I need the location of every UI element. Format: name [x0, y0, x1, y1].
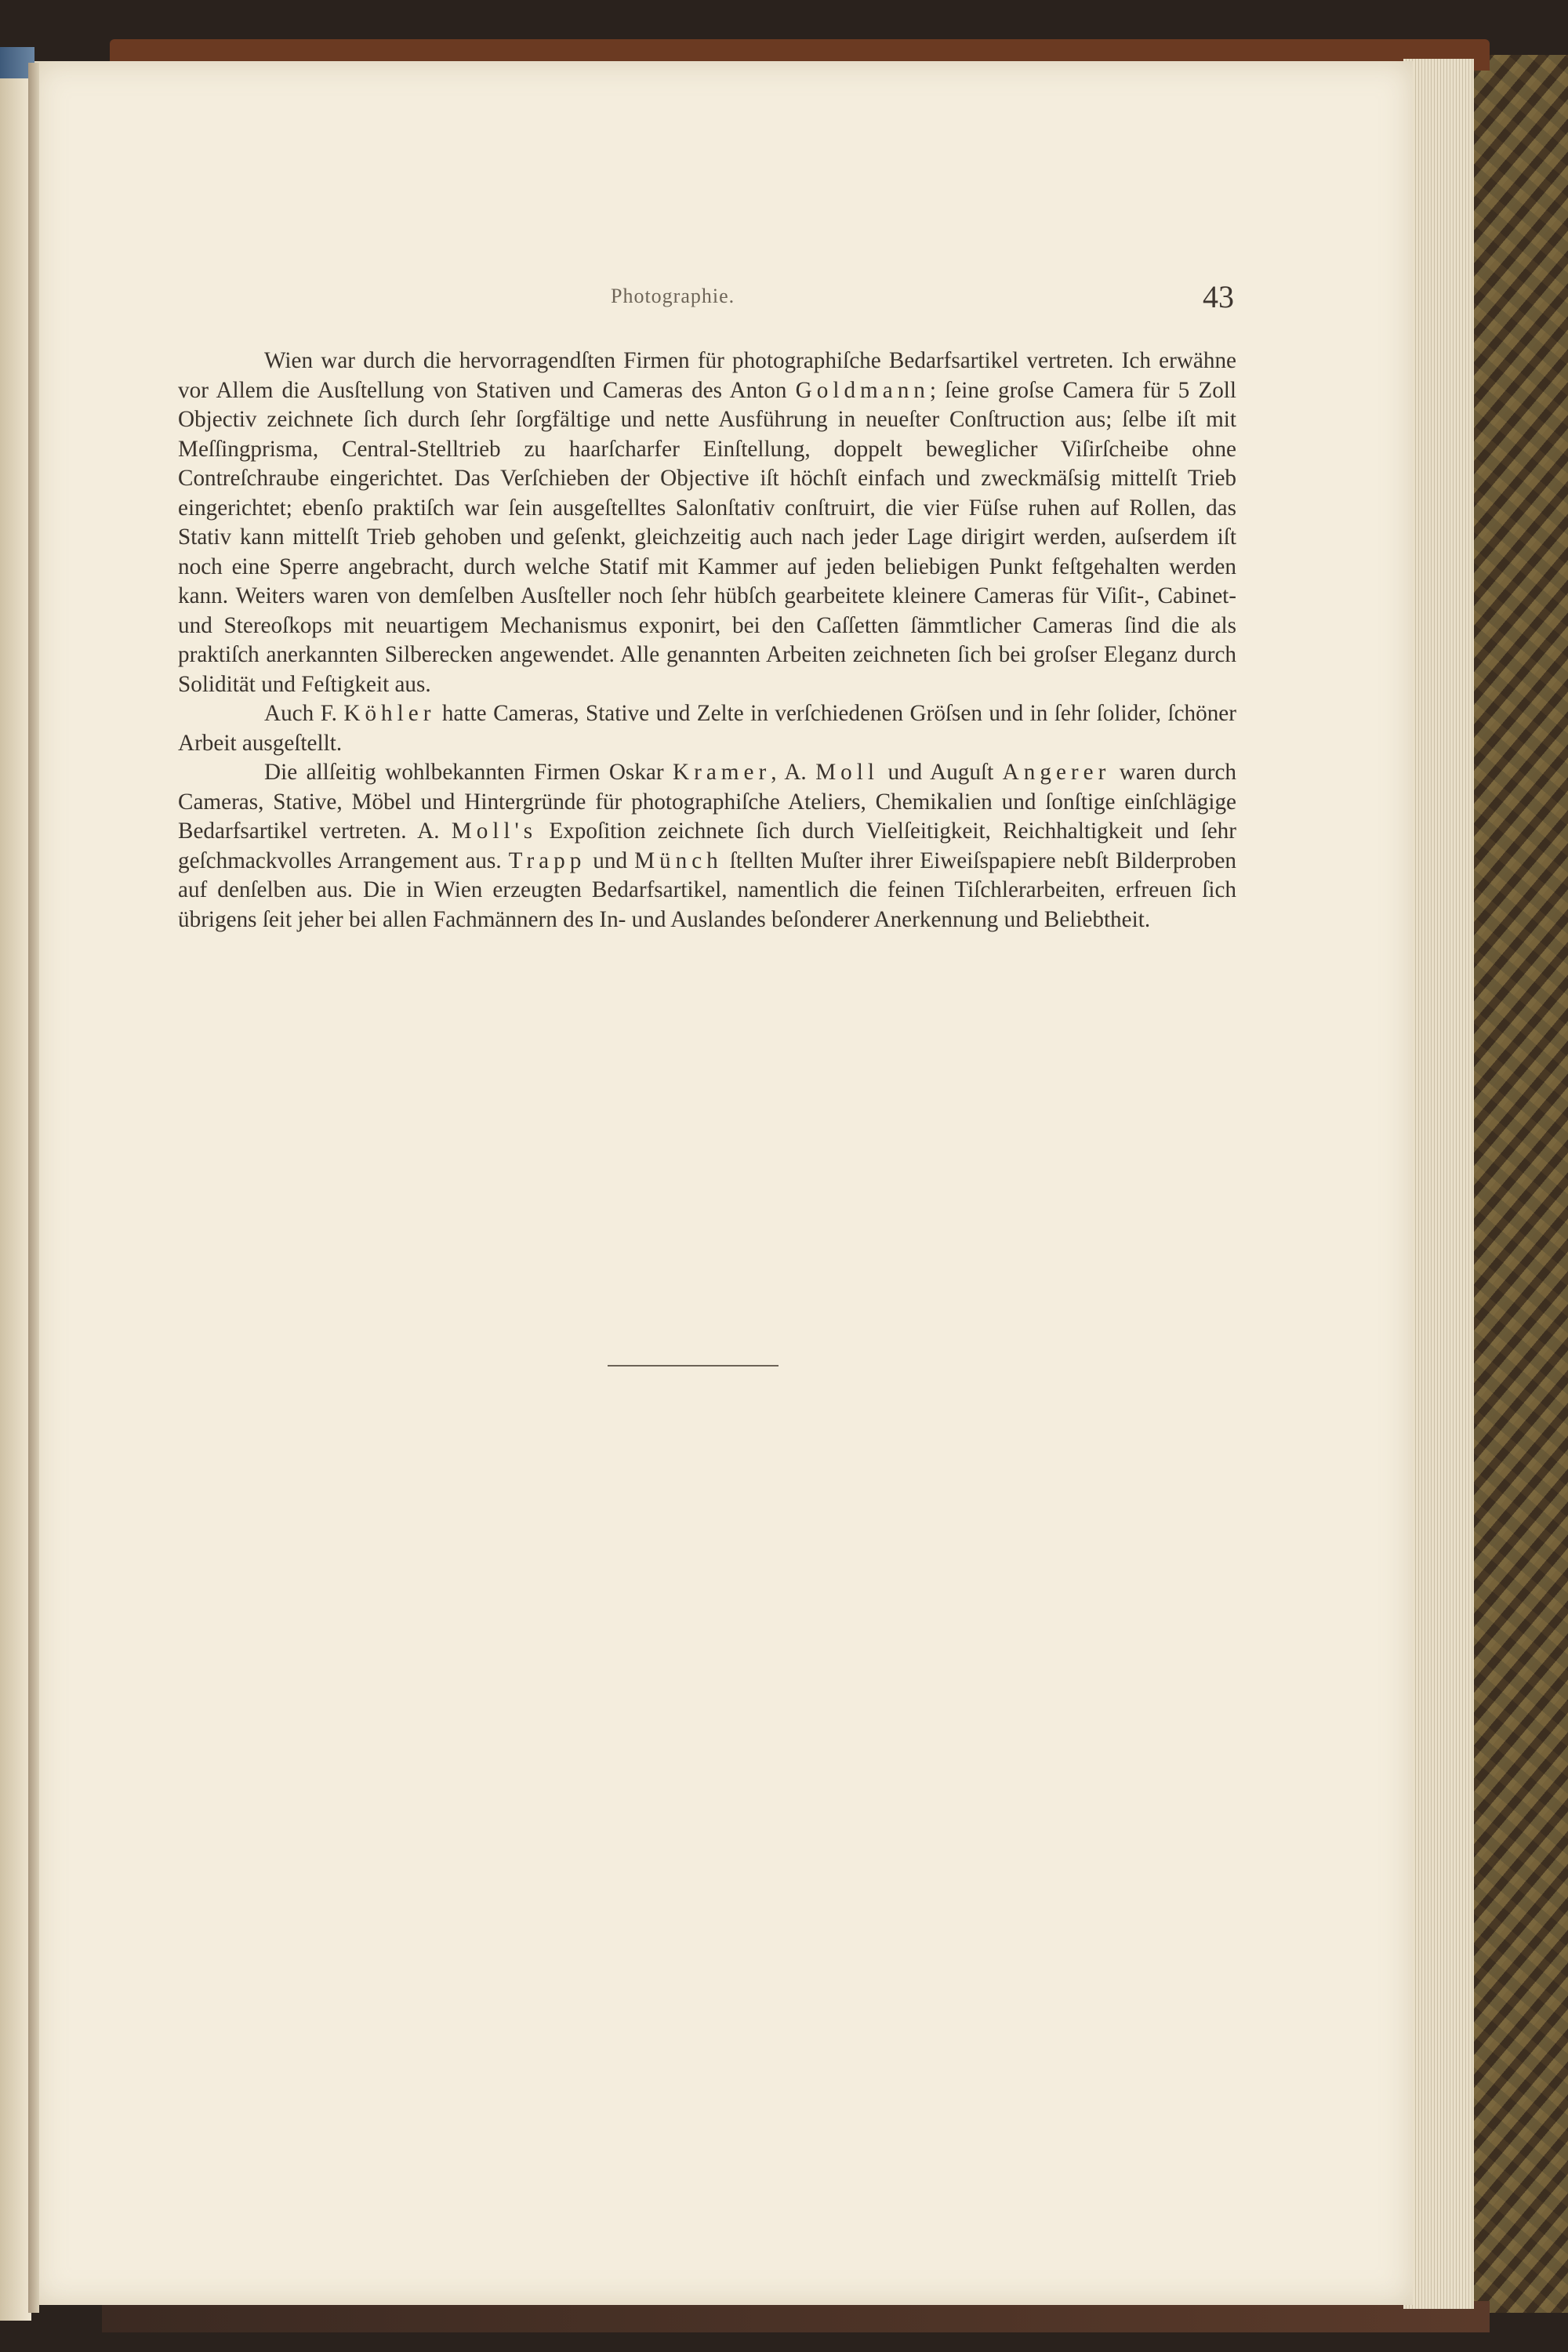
- name-molls: Moll's: [451, 818, 538, 844]
- page-gutter: [28, 63, 39, 2313]
- marbled-book-edge: [1474, 55, 1568, 2313]
- name-moll: Moll: [815, 760, 879, 785]
- name-goldmann: Goldmann: [795, 377, 930, 403]
- paragraph-2: [178, 699, 1236, 758]
- name-muench: Münch: [634, 848, 723, 873]
- paragraph-3: [178, 758, 1236, 935]
- text-run: Expoſition zeichnete ſich durch Vielſeitigkeit, Reichhaltigkeit und ſehr geſchmackvolles Arrangement aus.: [178, 818, 1237, 873]
- text-run: ; ſeine groſse Camera für 5 Zoll Objectiv zeichnete ſich durch ſehr ſorgfältige und nette Ausführung in neueſter Conſtruction aus; ſelbe iſt mit Meſſingprisma, Central-Stelltrieb zu haarſcharfer Einſtellung, doppelt beweglicher Viſirſcheibe ohne Contreſchraube eingerichtet. Das Verſchieben der Objective iſt höchſt einfach und zweckmäſsig mittelſt Trieb eingerichtet; ebenſo praktiſch war ſein ausgeſtelltes Salonſtativ conſtruirt, die vier Füſse ruhen auf Rollen, das Stativ kann mittelſt Trieb gehoben und geſenkt, gleichzeitig auch nach jeder Lage dirigirt werden, auſserdem iſt noch eine Sperre angebracht, durch welche Statif mit Kammer auf jeden beliebigen Punkt feſtgehalten werden kann. Weiters waren von demſelben Ausſteller noch ſehr hübſch gearbeitete kleinere Cameras für Viſit-, Cabinet- und Stereoſkops mit neuartigem Mechanismus exponirt, bei den Caſſetten ſämmtlicher Cameras ſind die als praktiſch anerkannten Silberecken angewendet. Alle genannten Arbeiten zeichneten ſich bei groſser Eleganz durch Solidität und Feſtigkeit aus.: [178, 377, 1237, 697]
- body-text: [178, 347, 1236, 935]
- page-header: [34, 278, 1446, 318]
- text-run: waren durch Cameras, Stative, Möbel und Hintergründe für photographiſche Ateliers, Chemikalien und ſonſtige einſchlägige Bedarfsartikel vertreten. A.: [178, 760, 1237, 844]
- name-angerer: Angerer: [1002, 760, 1111, 785]
- text-run: Auch F.: [264, 701, 344, 726]
- text-run: , A.: [771, 760, 816, 785]
- page-number: 43: [1203, 279, 1234, 314]
- text-run: ſtellten Muſter ihrer Eiweiſspapiere nebſt Bilderproben auf denſelben aus. Die in Wien erzeugten Bedarfsartikel, namentlich die feinen Tiſchlerarbeiten, erfreuen ſich übrigens ſeit jeher bei allen Fachmännern des In- und Auslandes beſonderer Anerkennung und Beliebtheit.: [178, 848, 1237, 932]
- text-run: Die allſeitig wohlbekannten Firmen Oskar: [264, 760, 673, 785]
- section-end-rule: [608, 1365, 779, 1367]
- name-koehler: Köhler: [343, 701, 436, 726]
- paragraph-1: [178, 347, 1236, 699]
- page-stack-edge: [1403, 59, 1474, 2309]
- name-kramer: Kramer: [673, 760, 771, 785]
- text-run: Wien war durch die hervorragendſten Firmen für photographiſche Bedarfsartikel vertreten. Ich erwähne vor Allem die Ausſtellung von Stativen und Cameras des Anton: [178, 348, 1236, 403]
- book-cover-bottom: [102, 2301, 1490, 2332]
- running-title: Photographie.: [611, 285, 735, 307]
- text-run: hatte Cameras, Stative und Zelte in verſchiedenen Gröſsen und in ſehr ſolider, ſchöner Arbeit ausgeſtellt.: [178, 701, 1236, 756]
- name-trapp: Trapp: [508, 848, 586, 873]
- text-run: und Auguſt: [878, 760, 1003, 785]
- facing-page-edge: [0, 63, 31, 2321]
- text-run: und: [586, 848, 635, 873]
